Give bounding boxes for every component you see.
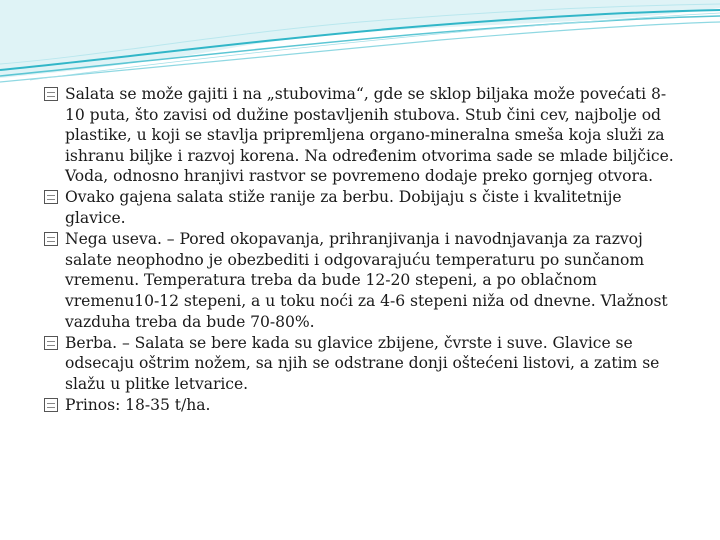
square-bullet-icon [44, 398, 58, 412]
square-bullet-icon [44, 336, 58, 350]
square-bullet-icon [44, 87, 58, 101]
bullet-text: Berba. – Salata se bere kada su glavice zbijene, čvrste i suve. Glavice se odsecaju oštrim nožem, sa njih se odstrane donji oštećeni listovi, a zatim se slažu u plitke letvarice. [65, 333, 660, 393]
bullet-text: Nega useva. – Pored okopavanja, prihranjivanja i navodnjavanja za razvoj salate neophodno je obezbediti i odgovarajuću temperaturu po sunčanom vremenu. Temperatura treba da bude 12-20 stepeni, a po oblačnom vremenu10-12 stepeni, a u toku noći za 4-6 stepeni niža od dnevne. Vlažnost vazduha treba da bude 70-80%. [65, 230, 668, 331]
slide-body [44, 84, 684, 416]
bullet-text: Salata se može gajiti i na „stubovima“, gde se sklop biljaka može povećati 8-10 puta, što zavisi od dužine postavljenih stubova. Stub čini cev, najbolje od plastike, u koji se stavlja pripremljena organo-mineralna smeša koja služi za ishranu biljke i razvoj korena. Na određenim otvorima sade se mlade biljčice. Voda, odnosno hranjivi rastvor se povremeno dodaje preko gornjeg otvora. [65, 85, 674, 186]
bullet-item [44, 333, 684, 395]
bullet-item [44, 229, 684, 332]
bullet-item [44, 187, 684, 228]
bullet-item [44, 395, 684, 416]
decorative-wave-header [0, 0, 720, 90]
bullet-item [44, 84, 684, 187]
bullet-text: Prinos: 18-35 t/ha. [65, 395, 211, 414]
bullet-text: Ovako gajena salata stiže ranije za berbu. Dobijaju s čiste i kvalitetnije glavice. [65, 188, 622, 228]
square-bullet-icon [44, 190, 58, 204]
square-bullet-icon [44, 232, 58, 246]
